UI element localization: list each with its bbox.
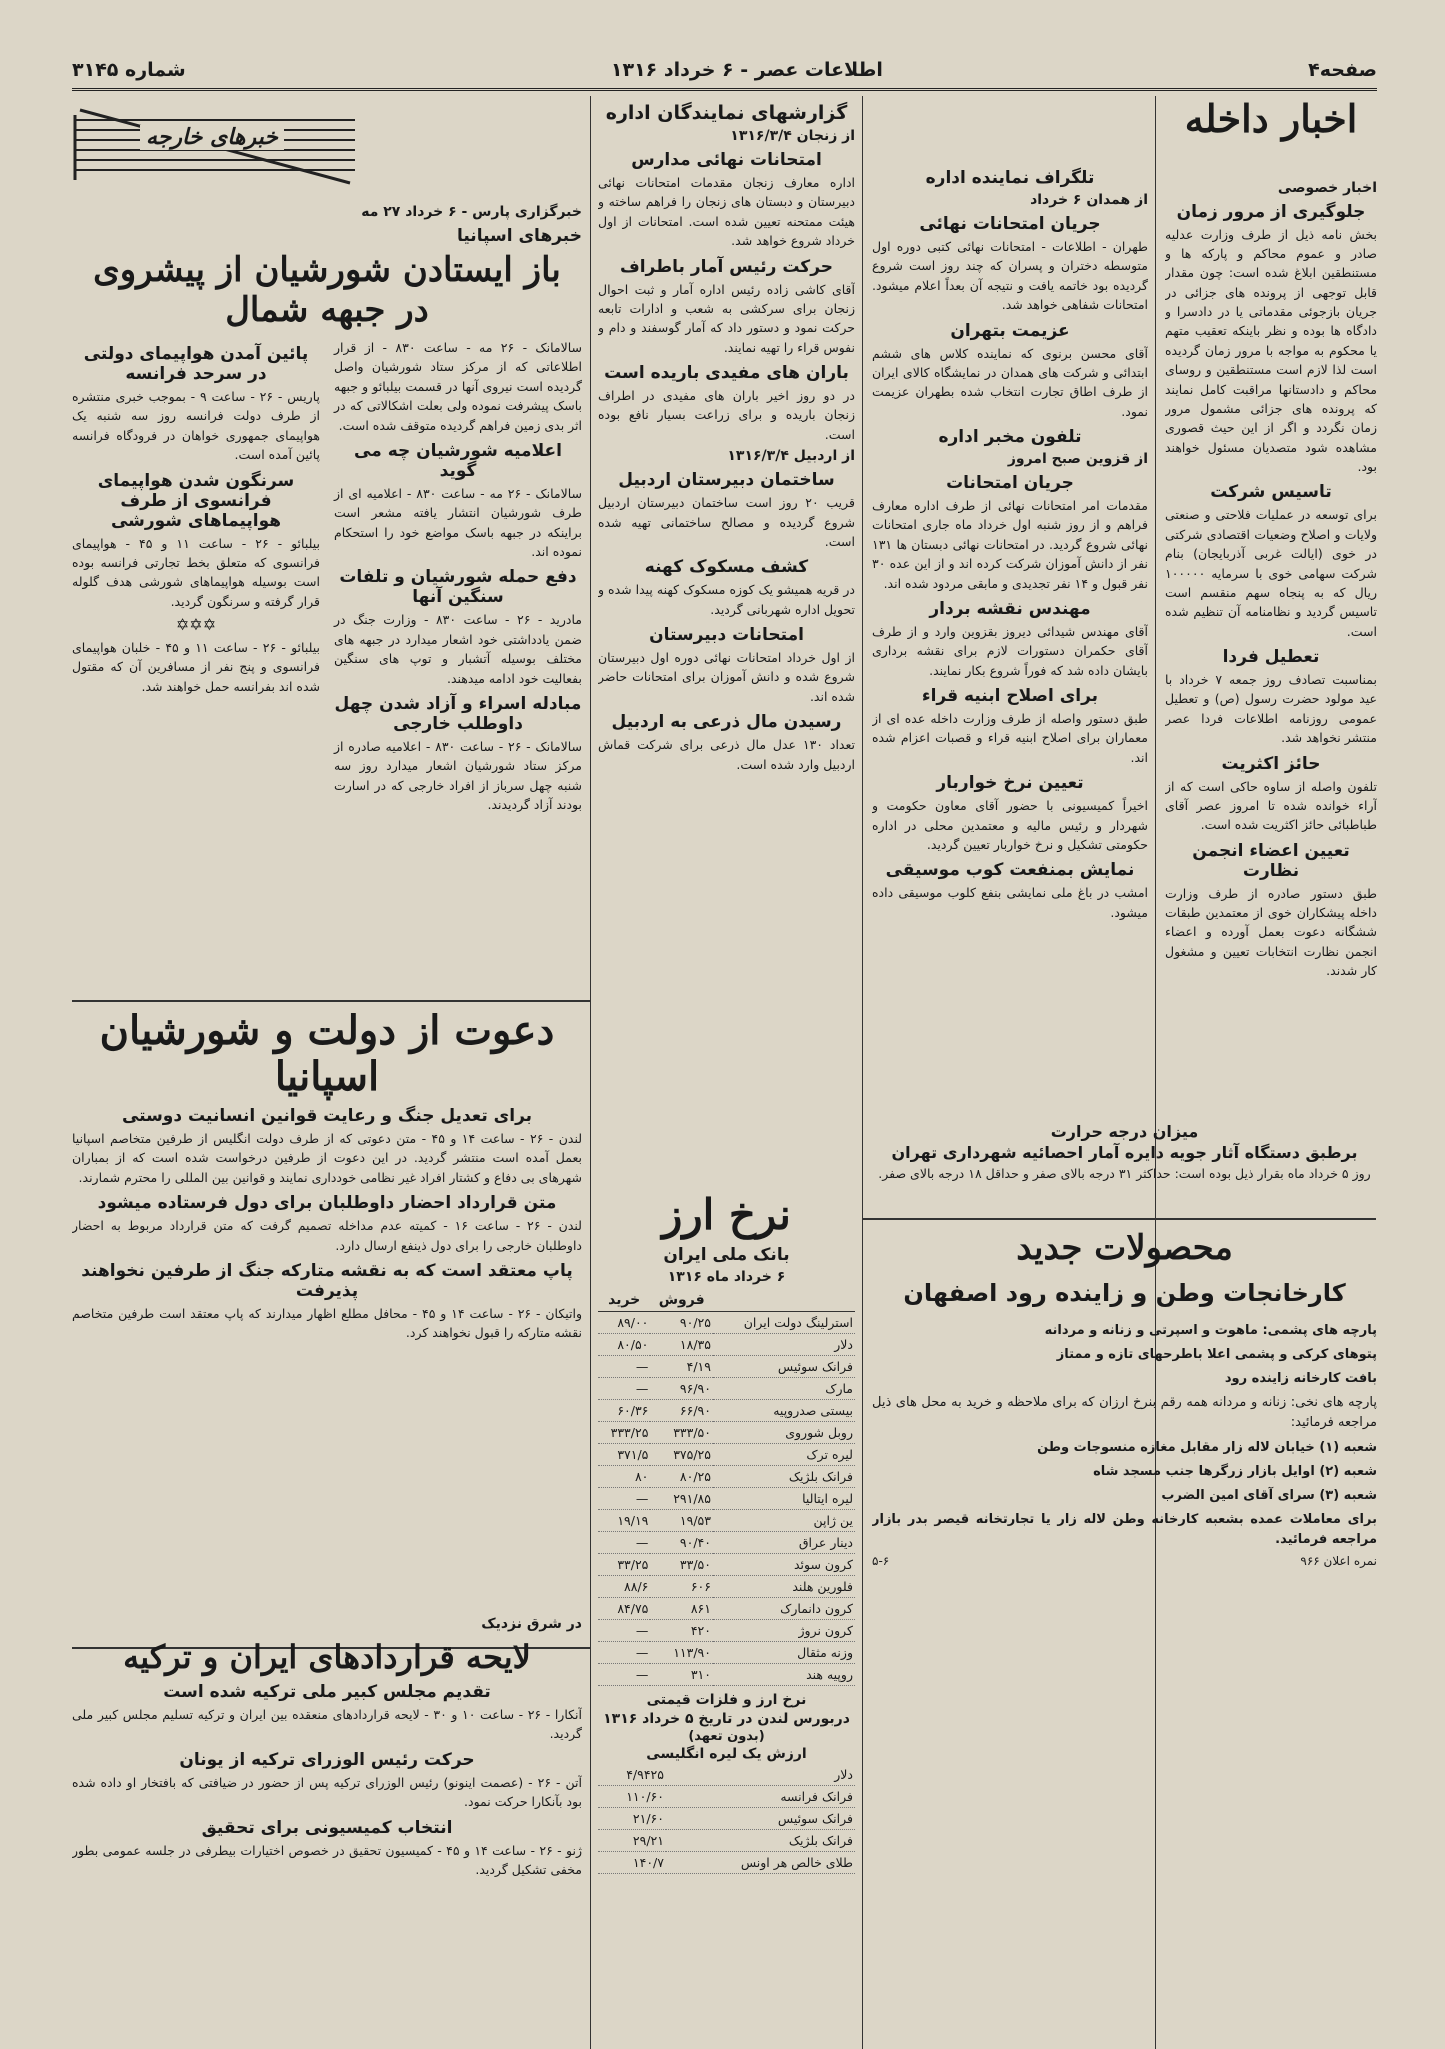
article-title: سرنگون شدن هواپیمای فرانسوی از طرف هواپیماهای شورشی xyxy=(97,470,295,531)
invitation-headline: دعوت از دولت و شورشیان اسپانیا xyxy=(99,1008,555,1100)
currency-name: روبل شوروی xyxy=(713,1422,855,1444)
article-title: حائز اکثریت xyxy=(1221,753,1321,774)
buy-rate: ۱۹/۱۹ xyxy=(598,1510,650,1532)
reports-column xyxy=(598,96,855,1176)
metal-rate: ۱۴۰/۷ xyxy=(598,1852,666,1874)
sell-rate: ۸۶۱ xyxy=(650,1598,713,1620)
sell-rate: ۶۰۶ xyxy=(650,1576,713,1598)
buy-rate: ۳۳۳/۲۵ xyxy=(598,1422,650,1444)
buy-rate: ۳۳/۲۵ xyxy=(598,1554,650,1576)
sell-rate: ۴/۱۹ xyxy=(650,1356,713,1378)
ad-line: پارچه های نخی: زنانه و مردانه همه رقم بنرخ ارزان که برای ملاحظه و خرید به محل های ذیل مراجعه فرمائید: xyxy=(872,1395,1377,1431)
article-title: کشف مسکوک کهنه xyxy=(644,557,809,578)
article-title: تعیین اعضاء انجمن نظارت xyxy=(1192,840,1350,881)
sell-rate: ۳۷۵/۲۵ xyxy=(650,1444,713,1466)
article-body: بیلبائو - ۲۶ - ساعت ۱۱ و ۴۵ - هواپیمای فرانسوی که متعلق بخط تجارتی فرانسه بوده است بوسیله هواپیماهای شورشی هدف گلوله قرار گرفته و سرنگون گردید. xyxy=(72,535,320,609)
article-title: جریان امتحانات نهائی xyxy=(919,214,1101,234)
metal-rate: ۲۹/۲۱ xyxy=(598,1830,666,1852)
article-body: مادرید - ۲۶ - ساعت ۸۳۰ - وزارت جنگ در ضمن یادداشتی خود اشعار میدارد در جبهه های مختلف بوسیله آتشبار و توپ های سنگین بفعالیت خود ادامه میدهند. xyxy=(334,612,582,686)
exchange-row xyxy=(598,1664,855,1686)
article-title: باران های مفیدی باریده است xyxy=(604,363,849,383)
article-body: آنکارا - ۲۶ - ساعت ۱۰ و ۳۰ - لایحه قراردادهای منعقده بین ایران و ترکیه تسلیم مجلس کبیر ملی گردید. xyxy=(72,1707,582,1742)
telegram-column xyxy=(872,96,1148,1218)
exchange-title: نرخ ارز xyxy=(662,1190,791,1239)
article-body: امشب در باغ ملی نمایشی بنفع کلوب موسیقی داده میشود. xyxy=(872,885,1148,920)
exchange-row xyxy=(598,1312,855,1334)
ad-line: شعبه (۲) اوایل بازار زرگرها جنب مسجد شاه xyxy=(1093,1463,1377,1479)
metal-rate: ۱۱۰/۶۰ xyxy=(598,1786,666,1808)
exchange-row xyxy=(598,1378,855,1400)
advertisement xyxy=(872,1228,1377,1988)
dateline: از همدان ۶ خرداد xyxy=(1030,192,1148,208)
currency-name: فرانک سوئیس xyxy=(713,1356,855,1378)
currency-name: فرانک بلژیک xyxy=(713,1466,855,1488)
agency-line: خبرگزاری پارس - ۶ خرداد ۲۷ مه xyxy=(361,204,582,220)
metals-row xyxy=(598,1764,855,1786)
article-body: آقای کاشی زاده رئیس اداره آمار و ثبت احوال زنجان برای سرکشی به شعب و ادارات تابعه حرکت نمود و دستور داد که آمار گوسفند و دام و نفوس قراء را تهیه نمایند. xyxy=(598,281,855,355)
sell-rate: ۳۳۳/۵۰ xyxy=(650,1422,713,1444)
section-title: خبرهای اسپانیا xyxy=(456,226,582,246)
exchange-row xyxy=(598,1466,855,1488)
buy-rate: — xyxy=(598,1532,650,1554)
sell-rate: ۱۱۳/۹۰ xyxy=(650,1642,713,1664)
buy-rate: ۶۰/۳۶ xyxy=(598,1400,650,1422)
metals-subtitle: دربورس لندن در تاریخ ۵ خرداد ۱۳۱۶ xyxy=(603,1711,850,1727)
exchange-row xyxy=(598,1488,855,1510)
currency-name: دلار xyxy=(713,1334,855,1356)
currency-name: ین ژاپن xyxy=(713,1510,855,1532)
spain-news xyxy=(72,200,582,1000)
page-number: صفحه۴ xyxy=(1308,59,1377,81)
exchange-row xyxy=(598,1400,855,1422)
article-body: طبق دستور واصله از طرف وزارت داخله عده ای از معماران برای اصلاح ابنیه قراء و قصبات اعزام شده اند. xyxy=(872,711,1148,765)
article-body: طبق دستور صادره از طرف وزارت داخله پیشکاران خوی از معتمدین طبقات ششگانه دعوت بعمل آورده و اعضاء انجمن نظارت انتخابات تعیین و مشغول کار شدند. xyxy=(1165,885,1377,979)
sell-rate: ۶۶/۹۰ xyxy=(650,1400,713,1422)
currency-name: فلورین هلند xyxy=(713,1576,855,1598)
ad-line: شعبه (۳) سرای آقای امین الضرب xyxy=(1161,1487,1377,1503)
buy-rate: ۸۴/۷۵ xyxy=(598,1598,650,1620)
currency-name: استرلینگ دولت ایران xyxy=(713,1312,855,1334)
sell-rate: ۱۹/۵۳ xyxy=(650,1510,713,1532)
article-title: میزان درجه حرارت xyxy=(1050,1122,1199,1141)
currency-name: لیره ترک xyxy=(713,1444,855,1466)
article-title: تعطیل فردا xyxy=(1222,647,1320,668)
article-title: مبادله اسراء و آزاد شدن چهل داوطلب خارجی xyxy=(334,693,582,734)
exchange-row xyxy=(598,1422,855,1444)
buy-rate: — xyxy=(598,1620,650,1642)
article-body: پاریس - ۲۶ - ساعت ۹ - بموجب خبری منتشره از طرف دولت فرانسه روز سه شنبه یک هواپیمای جمهوری خواهان در فرودگاه فرانسه پائین آمده است. xyxy=(72,389,320,463)
masthead-date: اطلاعات عصر - ۶ خرداد ۱۳۱۶ xyxy=(610,59,883,81)
article-title: برای اصلاح ابنیه قراء xyxy=(921,686,1099,706)
ad-number: نمره اعلان ۹۶۶ xyxy=(1300,1554,1377,1569)
banner-text: خبرهای خارجه xyxy=(140,125,284,150)
spain-col-right xyxy=(334,338,582,818)
ad-line: پتوهای کرکی و پشمی اعلا باطرحهای تازه و ممتاز xyxy=(1056,1346,1377,1362)
article-body: سالامانک - ۲۶ مه - ساعت ۸۳۰ - از قرار اطلاعاتی که از مرکز ستاد شورشیان واصل گردیده است نیروی آنها در قسمت بیلبائو و جبهه باسک پیشرفت نموده ولی بعلت اشکالاتی که در اثر بدی زمین فراهم گردیده متوقف شده است. xyxy=(334,340,582,433)
sell-rate: ۲۹۱/۸۵ xyxy=(650,1488,713,1510)
column-rule xyxy=(590,96,591,2049)
currency-name: کرون دانمارک xyxy=(713,1598,855,1620)
iran-turkey-headline: لایحه قراردادهای ایران و ترکیه xyxy=(123,1638,531,1676)
metals-row xyxy=(598,1786,855,1808)
article-title: اعلامیه شورشیان چه می گوید xyxy=(354,440,562,481)
article-body: اداره معارف زنجان مقدمات امتحانات نهائی دبیرستان و دبستان های زنجان را فراهم ساخته و هیئت ممتحنه تعیین شده است. امتحانات از اول خرداد شروع خواهد شد. xyxy=(598,175,855,249)
exchange-table-body xyxy=(598,1312,855,1686)
col-sell: فروش xyxy=(650,1289,713,1312)
article-title: تعیین نرخ خواربار xyxy=(936,773,1084,794)
page-header xyxy=(72,52,1377,91)
col-buy: خرید xyxy=(598,1289,650,1312)
article-title: جلوگیری از مرور زمان xyxy=(1176,201,1366,222)
ad-line: پارچه های پشمی: ماهوت و اسپرتی و زنانه و مردانه xyxy=(1044,1322,1377,1338)
metals-row xyxy=(598,1852,855,1874)
sell-rate: ۱۸/۳۵ xyxy=(650,1334,713,1356)
article-body: ژنو - ۲۶ - ساعت ۱۴ و ۴۵ - کمیسیون تحقیق در خصوص اختیارات بیطرفی در جلسه عمومی بطور مخفی تشکیل گردید. xyxy=(72,1842,582,1877)
exchange-row xyxy=(598,1356,855,1378)
metals-title: نرخ ارز و فلزات قیمتی xyxy=(646,1692,807,1708)
metal-rate: ۲۱/۶۰ xyxy=(598,1808,666,1830)
currency-name: دینار عراق xyxy=(713,1532,855,1554)
article-body: اخیراً کمیسیونی با حضور آقای معاون حکومت و شهردار و رئیس مالیه و معتمدین محلی در اداره حکومتی تشکیل و نرخ خواربار تعیین گردید. xyxy=(872,798,1148,852)
sell-rate: ۹۰/۴۰ xyxy=(650,1532,713,1554)
buy-rate: ۸۸/۶ xyxy=(598,1576,650,1598)
article-title: ساختمان دبیرستان اردبیل xyxy=(618,470,835,491)
exchange-rates xyxy=(598,1190,855,1990)
domestic-news-column xyxy=(1165,96,1377,1218)
exchange-row xyxy=(598,1444,855,1466)
article-title: پاپ معتقد است که به نقشه متارکه جنگ از طرفین نخواهند پذیرفت xyxy=(81,1260,573,1301)
article-title: حرکت رئیس آمار باطراف xyxy=(619,256,834,277)
spain-invitation xyxy=(72,1008,582,1638)
article-body: بخش نامه ذیل از طرف وزارت عدلیه صادر و عموم محاکم و پارکه ها و مستنطقین ابلاغ شده است: چون مقدار قابل توجهی از پرونده های جزائی در جریان بازجوئی مقدماتی یا در دادسرا و دادگاه ها بوده و نظر باینکه تعقیب متهم یا محکوم به مواجه با مرور زمان گردیده است لذا لازم است مستنطقین و روسای محاکم و دادستانها مراقبت کامل نمایند که پرونده های جزائی مشمول مرور زمان نگردد و اگر از این حیث قصوری مشاهده شود متصدیان مسئول خواهند بود. xyxy=(1165,226,1377,475)
article-subtitle: برای تعدیل جنگ و رعایت قوانین انسانیت دوستی xyxy=(121,1106,533,1126)
article-body: در قریه همیشو یک کوزه مسکوک کهنه پیدا شده و تحویل اداره شهربانی گردید. xyxy=(598,582,855,617)
buy-rate: ۸۰/۵۰ xyxy=(598,1334,650,1356)
buy-rate: — xyxy=(598,1488,650,1510)
article-title: عزیمت بتهران xyxy=(950,320,1070,341)
article-body: تلفون واصله از ساوه حاکی است که از آراء خوانده شده تا امروز عصر آقای طباطبائی حائز اکثریت شده است. xyxy=(1165,778,1377,833)
exchange-row xyxy=(598,1620,855,1642)
article-title: امتحانات نهائی مدارس xyxy=(631,150,822,170)
metal-name: فرانک سوئیس xyxy=(666,1808,855,1830)
sell-rate: ۳۳/۵۰ xyxy=(650,1554,713,1576)
article-title: تلفون مخبر اداره xyxy=(938,427,1082,447)
exchange-row xyxy=(598,1642,855,1664)
metal-name: دلار xyxy=(666,1764,855,1786)
sell-rate: ۸۰/۲۵ xyxy=(650,1466,713,1488)
currency-name: لیره ایتالیا xyxy=(713,1488,855,1510)
exchange-date: ۶ خرداد ماه ۱۳۱۶ xyxy=(667,1269,786,1285)
metals-table xyxy=(598,1764,855,1874)
article-body: آقای مهندس شیدائی دیروز بقزوین وارد و از طرف آقای حکمران دستورات لازم برای نقشه برداری بایشان داده شد که فوراً شروع بکار نمایند. xyxy=(872,623,1148,678)
article-body: آقای محسن برنوی که نماینده کلاس های ششم ابتدائی و شرکت های همدان در نمایشگاه کالای ایران از طرف اطاق تجارت انتخاب شده بطهران عزیمت نمود. xyxy=(872,345,1148,419)
article-title: مهندس نقشه بردار xyxy=(929,598,1091,619)
exchange-row xyxy=(598,1576,855,1598)
buy-rate: — xyxy=(598,1378,650,1400)
exchange-row xyxy=(598,1510,855,1532)
metal-name: فرانک فرانسه xyxy=(666,1786,855,1808)
spain-headline: باز ایستادن شورشیان از پیشروی در جبهه شمال xyxy=(93,250,561,330)
article-title: رسیدن مال ذرعی به اردبیل xyxy=(611,712,842,733)
sell-rate: ۳۱۰ xyxy=(650,1664,713,1686)
currency-name: کرون سوئد xyxy=(713,1554,855,1576)
exchange-row xyxy=(598,1532,855,1554)
exchange-row xyxy=(598,1334,855,1356)
article-title: تلگراف نماینده اداره xyxy=(925,168,1095,188)
currency-name: وزنه مثقال xyxy=(713,1642,855,1664)
currency-name: کرون نروژ xyxy=(713,1620,855,1642)
ad-line: برای معاملات عمده بشعبه کارخانه وطن لاله زار یا تجارتخانه قیصر بدر بازار مراجعه فرمائید. xyxy=(872,1511,1377,1548)
exchange-row xyxy=(598,1598,855,1620)
article-title: متن قرارداد احضار داوطلبان برای دول فرستاده میشود xyxy=(97,1193,557,1214)
article-body: سالامانک - ۲۶ مه - ساعت ۸۳۰ - اعلامیه ای از طرف شورشیان انتشار یافته مشعر است براینکه در جبهه باسک مواضع خود را استحکام نموده اند. xyxy=(334,485,582,559)
metal-name: طلای خالص هر اونس xyxy=(666,1852,855,1874)
metals-table-body xyxy=(598,1764,855,1874)
ad-title: محصولات جدید xyxy=(1016,1228,1233,1268)
foreign-news-banner xyxy=(70,105,360,190)
domestic-kicker: اخبار خصوصی xyxy=(1277,179,1377,196)
currency-name: روپیه هند xyxy=(713,1664,855,1686)
exchange-row xyxy=(598,1554,855,1576)
article-body: مقدمات امر امتحانات نهائی از طرف اداره معارف فراهم و از روز شنبه اول خرداد ماه جاری امتحانات نهائی شروع گردید. در امتحانات نهائی دبستان ها ۱۳۱ نفر از دانش آموزان شرکت کرده اند و از این عده ۳۰ نفر قبول و ۱۴ نفر تجدیدی و مابقی مردود شده اند. xyxy=(872,498,1148,591)
sell-rate: ۹۰/۲۵ xyxy=(650,1312,713,1334)
section-rule xyxy=(72,1000,590,1002)
currency-name: بیستی صدروپیه xyxy=(713,1400,855,1422)
section-rule xyxy=(862,1218,1376,1220)
article-body: از اول خرداد امتحانات نهائی دوره اول دبیرستان شروع شده و دانش آموزان برای امتحانات حاضر شده اند. xyxy=(598,650,855,704)
article-title: حرکت رئیس الوزرای ترکیه از یونان xyxy=(179,1749,475,1770)
temperature-box xyxy=(872,1120,1377,1212)
article-subtitle: برطبق دستگاه آثار جویه دایره آمار احصائیه شهرداری تهران xyxy=(891,1143,1358,1162)
metals-note: (بدون تعهد) xyxy=(688,1729,765,1744)
article-title: نمایش بمنفعت کوب موسیقی xyxy=(885,860,1135,881)
spain-col-left xyxy=(72,338,320,818)
article-body: قریب ۲۰ روز است ساختمان دبیرستان اردبیل شروع گردیده و مصالح ساختمانی تهیه شده است. xyxy=(598,495,855,549)
article-body: لندن - ۲۶ - ساعت ۱۴ و ۴۵ - متن دعوتی که از طرف دولت انگلیس از طرفین متخاصم اسپانیا بعمل آمده است منتشر گردید. در این دعوت از طرفین درخواست شده است که از بمباران شهرهای بی دفاع و کشتار افراد غیر نظامی خودداری نمایند و قوانین بین المللی را محترم شمارند. xyxy=(72,1131,582,1185)
metals-row xyxy=(598,1830,855,1852)
dateline: از قزوین صبح امروز xyxy=(1007,451,1148,467)
article-title: دفع حمله شورشیان و تلفات سنگین آنها xyxy=(339,567,577,608)
article-title: گزارشهای نمایندگان اداره xyxy=(605,102,848,124)
article-body: طهران - اطلاعات - امتحانات نهائی کتبی دوره اول متوسطه دختران و پسران که چند روز است شروع گردیده بود خاتمه یافت و نتیجه آن بعداً اعلام میشود. امتحانات شفاهی خواهد شد. xyxy=(872,239,1148,313)
buy-rate: ۸۰ xyxy=(598,1466,650,1488)
article-body: روز ۵ خرداد ماه بقرار ذیل بوده است: حداکثر ۳۱ درجه بالای صفر و حداقل ۱۸ درجه بالای صفر. xyxy=(878,1166,1371,1181)
ad-count: ۵-۶ xyxy=(872,1554,890,1569)
issue-number: شماره ۳۱۴۵ xyxy=(72,59,186,81)
metal-name: فرانک بلژیک xyxy=(666,1830,855,1852)
near-east-news xyxy=(72,1612,582,1992)
exchange-table xyxy=(598,1289,855,1686)
exchange-bank: بانک ملی ایران xyxy=(663,1245,790,1265)
sell-rate: ۴۲۰ xyxy=(650,1620,713,1642)
article-body: آتن - ۲۶ - (عصمت اینونو) رئیس الوزرای ترکیه پس از حضور در ضیافتی که بافتخار او داده شده بود بآنکارا حرکت نمود. xyxy=(72,1774,582,1810)
article-body: واتیکان - ۲۶ - ساعت ۱۴ و ۴۵ - محافل مطلع اظهار میدارند که پاپ معتقد است طرفین متخاصم نقشه متارکه را قبول نخواهند کرد. xyxy=(72,1305,582,1341)
currency-name: مارک xyxy=(713,1378,855,1400)
metals-head: ارزش یک لیره انگلیسی xyxy=(646,1746,807,1762)
buy-rate: ۳۷۱/۵ xyxy=(598,1444,650,1466)
article-body: در دو روز اخیر باران های مفیدی در اطراف زنجان باریده و برای زراعت بسیار نافع بوده است. xyxy=(598,388,855,442)
article-title: تاسیس شرکت xyxy=(1210,482,1332,503)
article-body: برای توسعه در عملیات فلاحتی و صنعتی ولایات و اصلاح وضعیات اقتصادی شرکتی در خوی (ایالت غربی آذربایجان) بنام شرکت سهامی خوی با سرمایه ۱۰۰۰۰۰ ریال که به پنجاه سهم منقسم است تاسیس گردید و نظامنامه آن تنظیم شده است. xyxy=(1165,507,1377,639)
dateline: از اردبیل ۱۳۱۶/۳/۴ xyxy=(727,448,855,465)
section-title: در شرق نزدیک xyxy=(481,1616,582,1632)
ad-line: شعبه (۱) خیابان لاله زار مقابل مغازه منسوجات وطن xyxy=(1037,1439,1377,1455)
article-body: سالامانک - ۲۶ - ساعت ۸۳۰ - اعلامیه صادره از مرکز ستاد شورشیان اشعار میدارد روز سه شنبه چهل سرباز از افراد خارجی که در اسارت بودند آزاد گردیدند. xyxy=(334,738,582,812)
article-subtitle: تقدیم مجلس کبیر ملی ترکیه شده است xyxy=(163,1682,491,1702)
buy-rate: ۸۹/۰۰ xyxy=(598,1312,650,1334)
metals-row xyxy=(598,1808,855,1830)
buy-rate: — xyxy=(598,1642,650,1664)
article-body: بیلبائو - ۲۶ - ساعت ۱۱ و ۴۵ - خلبان هواپیمای فرانسوی و پنج نفر از مسافرین آن که مقتول شده اند بفرانسه حمل خواهند شد. xyxy=(72,640,321,694)
domestic-title: اخبار داخله xyxy=(1184,96,1358,141)
article-title: پائین آمدن هواپیمای دولتی در سرحد فرانسه xyxy=(83,344,309,384)
separator-stars-icon: ✡✡✡ xyxy=(175,615,217,634)
article-title: امتحانات دبیرستان xyxy=(649,625,804,645)
sell-rate: ۹۶/۹۰ xyxy=(650,1378,713,1400)
column-rule xyxy=(862,96,863,2049)
ad-line: بافت کارخانه زاینده رود xyxy=(1224,1371,1377,1387)
article-title: انتخاب کمیسیونی برای تحقیق xyxy=(201,1817,453,1838)
article-title: جریان امتحانات xyxy=(946,473,1074,493)
dateline: از زنجان ۱۳۱۶/۳/۴ xyxy=(730,128,855,144)
article-body: لندن - ۲۶ - ساعت ۱۶ - کمیته عدم مداخله تصمیم گرفت که متن قرارداد مربوط به احضار داوطلبان خارجی را برای دول ذینفع ارسال دارد. xyxy=(72,1218,582,1253)
article-body: بمناسبت تصادف روز جمعه ۷ خرداد با عید مولود حضرت رسول (ص) و تعطیل عمومی روزنامه اطلاعات فردا عصر منتشر نخواهد شد. xyxy=(1165,672,1377,746)
ad-subtitle: کارخانجات وطن و زاینده رود اصفهان xyxy=(903,1278,1346,1307)
article-body: تعداد ۱۳۰ عدل مال ذرعی برای شرکت قماش اردبیل وارد شده است. xyxy=(598,737,855,772)
buy-rate: — xyxy=(598,1664,650,1686)
metal-rate: ۴/۹۴۲۵ xyxy=(598,1764,666,1786)
buy-rate: — xyxy=(598,1356,650,1378)
